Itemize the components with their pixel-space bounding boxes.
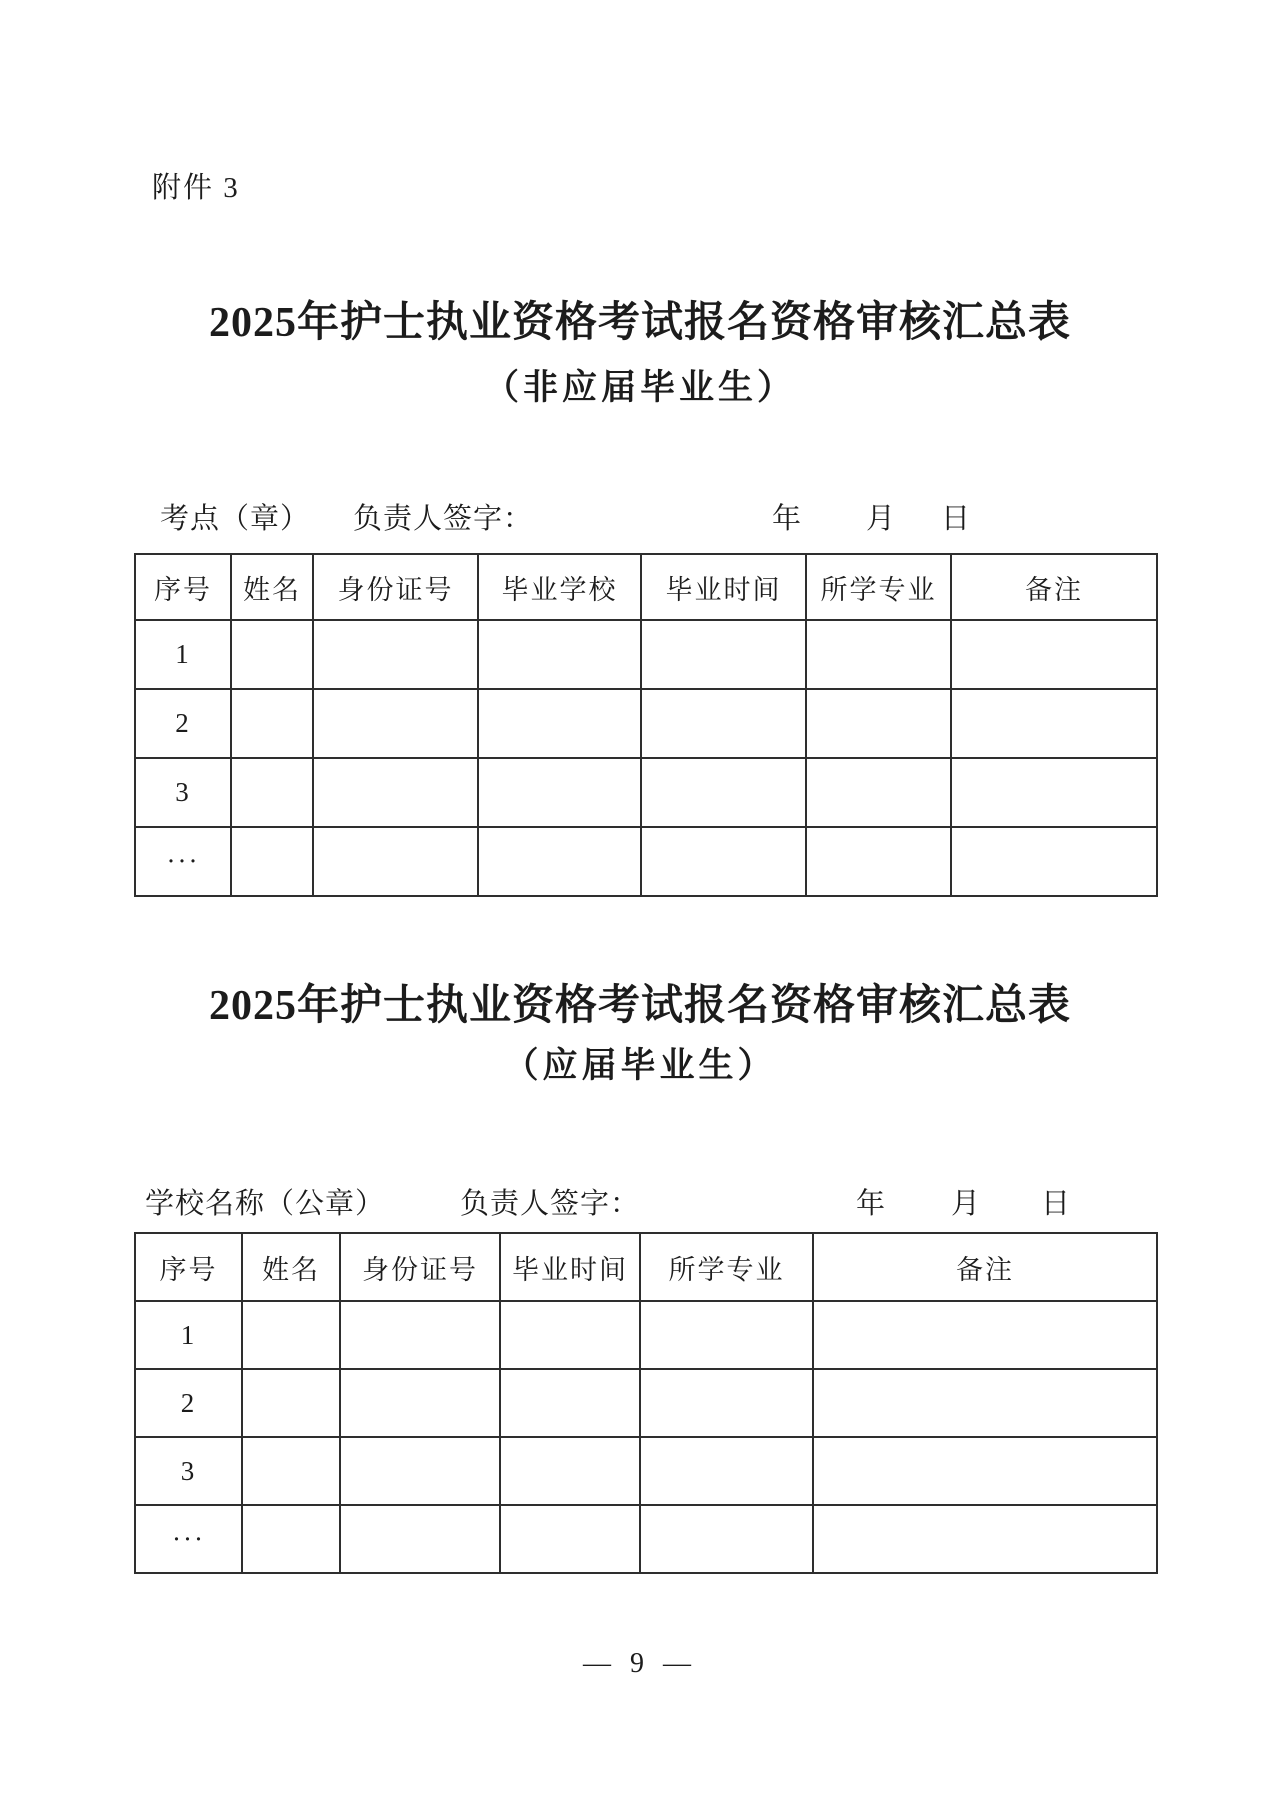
empty-cell [951,620,1157,689]
table-row [135,1369,1157,1437]
empty-cell [478,758,641,827]
empty-cell [500,1505,640,1573]
empty-cell [478,620,641,689]
section1-header-seq: 序号 [135,554,231,620]
section1-day-label: 日 [941,503,972,535]
section2-header-row [135,1233,1157,1301]
section2-header-id-number: 身份证号 [340,1233,500,1301]
table-row [135,689,1157,758]
section2-row2-seq: 2 [135,1369,242,1437]
empty-cell [813,1505,1157,1573]
empty-cell [641,827,806,896]
page-number: — 9 — [583,1648,697,1679]
section2-signature-line [0,1181,1280,1221]
section2-review-table [134,1232,1158,1574]
section2-row1-seq: 1 [135,1301,242,1369]
section2-site-label: 学校名称（公章） [145,1188,386,1220]
section1-site-label: 考点（章） [160,503,311,535]
empty-cell [478,827,641,896]
empty-cell [340,1301,500,1369]
empty-cell [813,1369,1157,1437]
empty-cell [242,1301,340,1369]
section1-row3-seq: 3 [135,758,231,827]
section2-title: 2025年护士执业资格考试报名资格审核汇总表 [208,983,1071,1029]
empty-cell [313,758,478,827]
empty-cell [951,689,1157,758]
empty-cell [242,1369,340,1437]
section2-header-name: 姓名 [242,1233,340,1301]
section1-header-id-number: 身份证号 [313,554,478,620]
empty-cell [500,1369,640,1437]
section2-year-label: 年 [856,1188,887,1220]
section1-header-row [135,554,1157,620]
section2-month-label: 月 [951,1188,982,1220]
empty-cell [231,620,313,689]
section1-signer-label: 负责人签字： [353,503,534,535]
section1-row1-seq: 1 [135,620,231,689]
section2-signer-label: 负责人签字： [460,1188,641,1220]
table-row [135,1505,1157,1573]
section1-row4-seq: ··· [135,827,231,896]
empty-cell [231,827,313,896]
empty-cell [641,620,806,689]
section1-title: 2025年护士执业资格考试报名资格审核汇总表 [208,300,1071,346]
empty-cell [640,1301,813,1369]
empty-cell [340,1505,500,1573]
section2-row3-seq: 3 [135,1437,242,1505]
table-row [135,1301,1157,1369]
empty-cell [313,689,478,758]
empty-cell [242,1437,340,1505]
empty-cell [640,1437,813,1505]
table-row [135,758,1157,827]
section1-month-label: 月 [866,503,897,535]
empty-cell [500,1437,640,1505]
section1-year-label: 年 [772,503,803,535]
empty-cell [641,758,806,827]
section1-row2-seq: 2 [135,689,231,758]
empty-cell [340,1369,500,1437]
empty-cell [500,1301,640,1369]
empty-cell [640,1505,813,1573]
section1-header-graduation-school: 毕业学校 [478,554,641,620]
empty-cell [641,689,806,758]
section2-header-major: 所学专业 [640,1233,813,1301]
section1-header-remarks: 备注 [951,554,1157,620]
empty-cell [806,620,951,689]
empty-cell [806,827,951,896]
section2-header-remarks: 备注 [813,1233,1157,1301]
empty-cell [313,620,478,689]
empty-cell [813,1301,1157,1369]
section1-header-graduation-time: 毕业时间 [641,554,806,620]
section1-review-table [134,553,1158,897]
section1-header-name: 姓名 [231,554,313,620]
empty-cell [640,1369,813,1437]
empty-cell [340,1437,500,1505]
section1-header-major: 所学专业 [806,554,951,620]
empty-cell [806,758,951,827]
empty-cell [951,827,1157,896]
empty-cell [242,1505,340,1573]
section2-row4-seq: ··· [135,1505,242,1573]
table-row [135,620,1157,689]
table-row [135,1437,1157,1505]
table-row [135,827,1157,896]
empty-cell [313,827,478,896]
section2-subtitle: （应届毕业生） [503,1046,777,1085]
empty-cell [478,689,641,758]
empty-cell [951,758,1157,827]
empty-cell [806,689,951,758]
section2-day-label: 日 [1041,1188,1072,1220]
section1-signature-line [0,496,1280,536]
section1-subtitle: （非应届毕业生） [483,368,796,407]
section2-header-seq: 序号 [135,1233,242,1301]
attachment-label: 附件 3 [152,172,240,204]
empty-cell [231,758,313,827]
section2-header-graduation-time: 毕业时间 [500,1233,640,1301]
empty-cell [813,1437,1157,1505]
empty-cell [231,689,313,758]
